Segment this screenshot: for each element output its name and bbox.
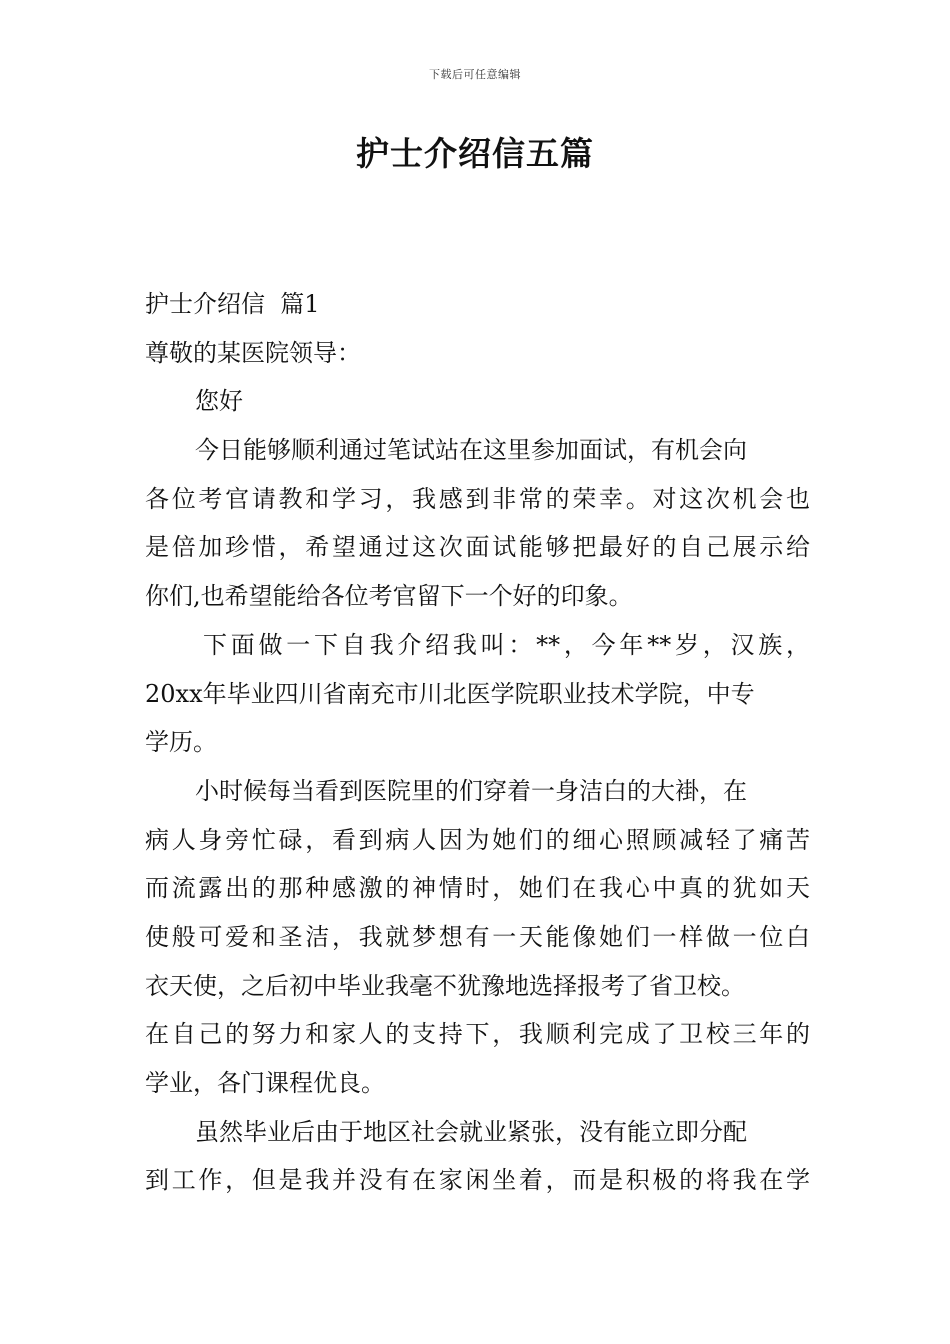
salutation: 尊敬的某医院领导： [145,338,361,367]
paragraph-4-line-2: 到工作，但是我并没有在家闲坐着，而是积极的将我在学 [145,1166,810,1195]
document-title: 护士介绍信五篇 [356,134,594,173]
paragraph-3-line-3: 而流露出的那种感激的神情时，她们在我心中真的犹如天 [145,874,810,903]
greeting: 您好 [195,387,243,416]
paragraph-1-line-4: 你们,也希望能给各位考官留下一个好的印象。 [145,582,633,611]
paragraph-2-line-1: 下面做一下自我介绍我叫：**，今年**岁，汉族， [203,630,810,659]
paragraph-1-line-3: 是倍加珍惜，希望通过这次面试能够把最好的自己展示给 [145,533,810,562]
header-note: 下载后可任意编辑 [429,68,521,81]
paragraph-2-line-3: 学历。 [145,728,217,757]
section-heading: 护士介绍信 篇1 [145,290,320,318]
paragraph-2-line-2: 20xx年毕业四川省南充市川北医学院职业技术学院，中专 [145,679,755,708]
paragraph-1-line-2: 各位考官请教和学习，我感到非常的荣幸。对这次机会也 [145,484,810,513]
paragraph-3-line-6: 在自己的努力和家人的支持下，我顺利完成了卫校三年的 [145,1020,810,1049]
paragraph-3-line-5: 衣天使，之后初中毕业我毫不犹豫地选择报考了省卫校。 [145,971,745,1000]
paragraph-3-line-2: 病人身旁忙碌，看到病人因为她们的细心照顾减轻了痛苦 [145,825,810,854]
paragraph-3-line-1: 小时候每当看到医院里的们穿着一身洁白的大褂，在 [195,776,747,805]
paragraph-3-line-4: 使般可爱和圣洁，我就梦想有一天能像她们一样做一位白 [145,922,810,951]
paragraph-3-line-7: 学业，各门课程优良。 [145,1069,385,1097]
paragraph-1-line-1: 今日能够顺利通过笔试站在这里参加面试，有机会向 [195,436,747,465]
paragraph-4-line-1: 虽然毕业后由于地区社会就业紧张，没有能立即分配 [195,1117,747,1146]
document-body [145,280,810,1205]
